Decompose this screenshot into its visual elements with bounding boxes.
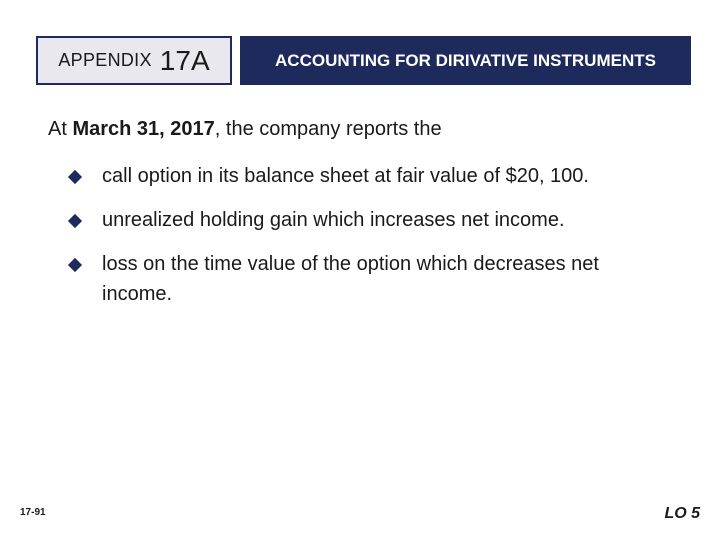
bullet-item <box>66 163 666 192</box>
slide-title-box <box>240 36 691 85</box>
diamond-bullet-icon <box>68 170 82 184</box>
intro-suffix: , the company reports the <box>214 118 442 140</box>
intro-date: March 31, 2017 <box>72 118 215 140</box>
intro-sentence <box>48 118 442 141</box>
bullet-text: loss on the time value of the option which decreases net <box>102 253 599 275</box>
bullet-continuation: income. <box>102 283 173 305</box>
diamond-bullet-icon <box>68 214 82 228</box>
appendix-number: 17A <box>159 44 210 76</box>
learning-objective: LO 5 <box>664 505 700 522</box>
diamond-bullet-icon <box>68 258 82 272</box>
slide-number: 17-91 <box>20 507 46 518</box>
intro-prefix: At <box>48 118 73 140</box>
bullet-text: call option in its balance sheet at fair value of $20, 100. <box>102 165 589 187</box>
bullet-text: unrealized holding gain which increases net income. <box>102 209 565 231</box>
bullet-list <box>66 163 666 295</box>
bullet-item <box>66 251 666 280</box>
appendix-label-box <box>36 36 232 85</box>
slide-title: ACCOUNTING FOR DIRIVATIVE INSTRUMENTS <box>275 50 656 70</box>
bullet-item <box>66 207 666 236</box>
appendix-word: APPENDIX <box>58 50 152 70</box>
